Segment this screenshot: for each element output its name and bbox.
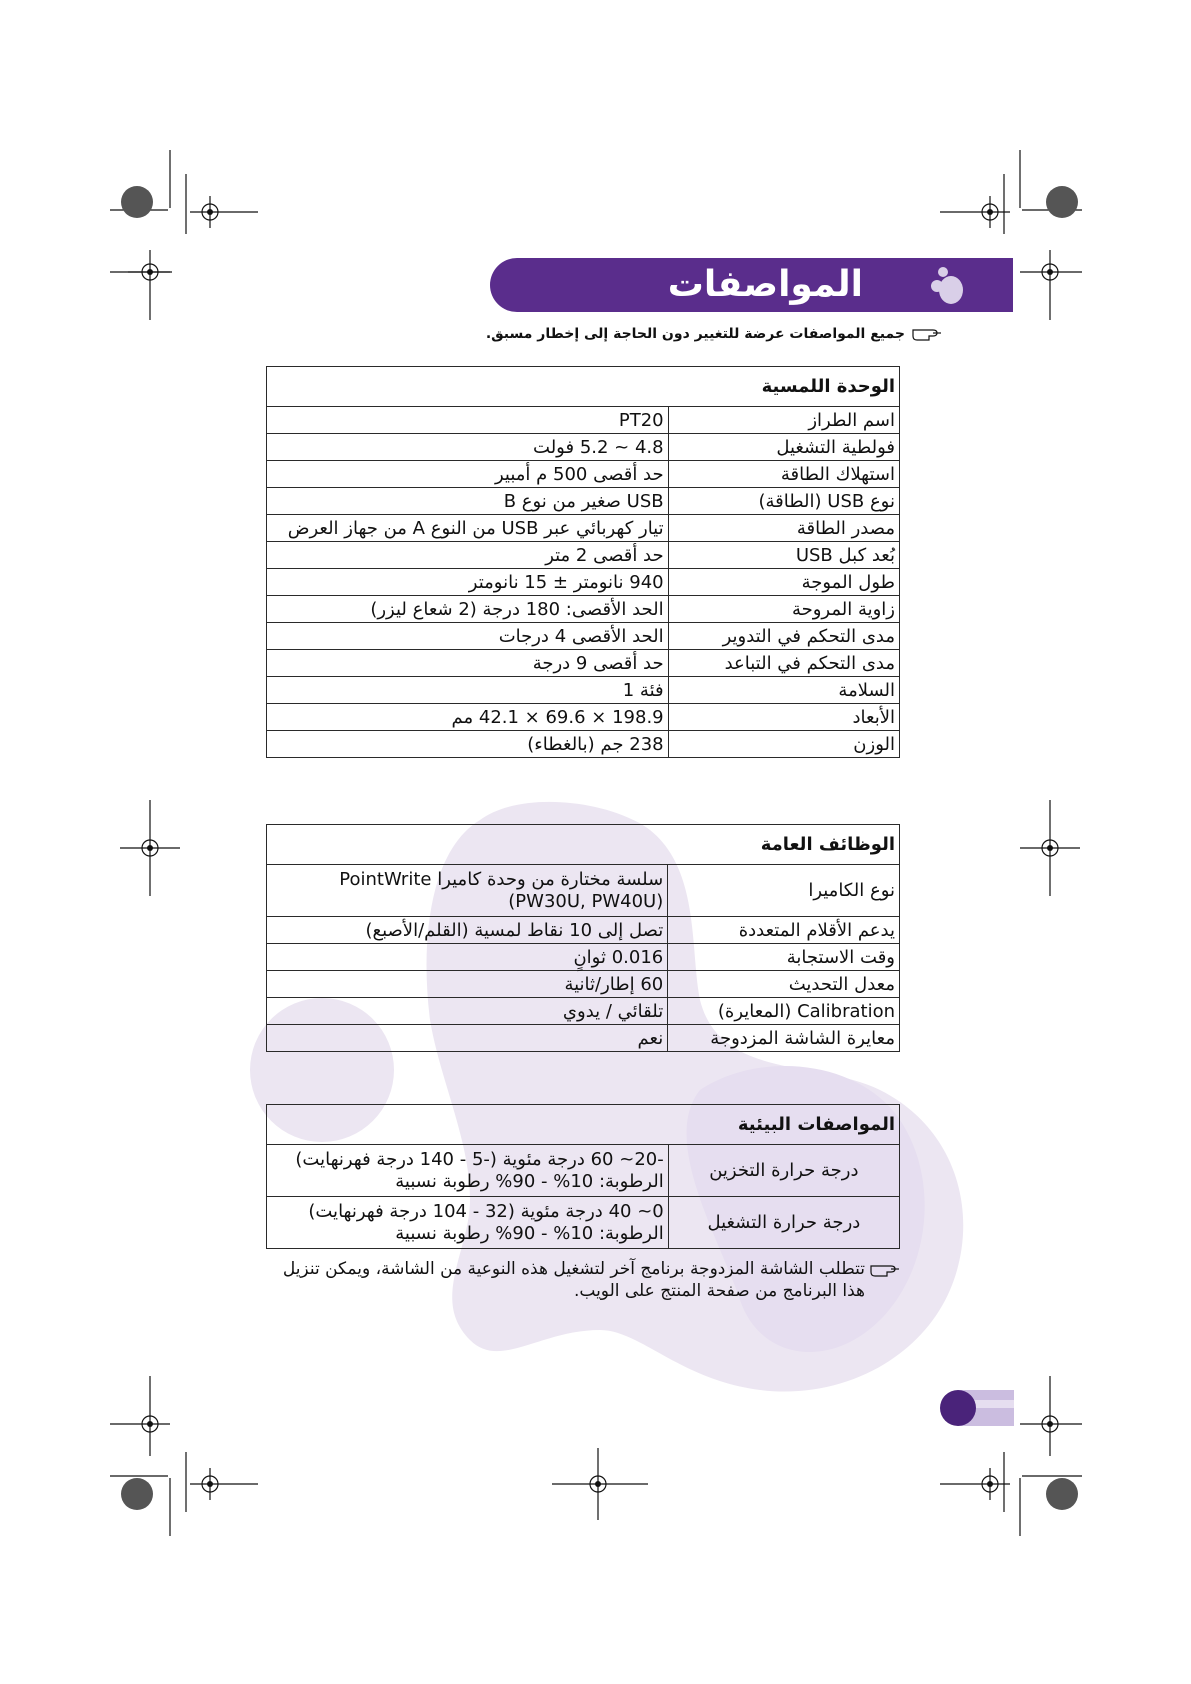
pointing-hand-icon [911,326,943,342]
spec-label: نوع الكاميرا [668,865,900,917]
environmental-heading: المواصفات البيئية [267,1105,900,1145]
table-row [267,998,900,1025]
spec-label: مدى التحكم في التباعد [668,650,899,677]
spec-value: حد أقصى 9 درجة [267,650,669,677]
spec-label: درجة حرارة التشغيل [668,1197,899,1249]
spec-value: 940 نانومتر ± 15 نانومتر [267,569,669,596]
spec-label: معدل التحديث [668,971,900,998]
table-row [267,944,900,971]
spec-value: 238 جم (بالغطاء) [267,731,669,758]
table-row [267,461,900,488]
specs-note [486,326,943,342]
spec-label: معايرة الشاشة المزدوجة [668,1025,900,1052]
table-row [267,1025,900,1052]
spec-label: يدعم الأقلام المتعددة [668,917,900,944]
general-functions-table [266,824,900,1052]
spec-value-line: الرطوبة: 10% - 90% رطوبة نسبية [395,1223,664,1244]
spec-value [267,1145,669,1197]
spec-label: استهلاك الطاقة [668,461,899,488]
spec-value: حد أقصى 2 متر [267,542,669,569]
page-title: المواصفات [667,264,863,305]
table-row [267,865,900,917]
table-row [267,623,900,650]
table-row [267,1197,900,1249]
spec-value: تلقائي / يدوي [267,998,668,1025]
general-functions-heading: الوظائف العامة [267,825,900,865]
table-header-row [267,367,900,407]
page-number-tab [938,1388,1014,1428]
touch-unit-heading: الوحدة اللمسية [267,367,900,407]
spec-value: نعم [267,1025,668,1052]
spec-label: مدى التحكم في التدوير [668,623,899,650]
spec-label: بُعد كبل USB [668,542,899,569]
spec-value-line: الرطوبة: 10% - 90% رطوبة نسبية [395,1171,664,1192]
table-row [267,407,900,434]
spec-label: وقت الاستجابة [668,944,900,971]
spec-value: فئة 1 [267,677,669,704]
spec-value: 198.9 × 69.6 × 42.1 مم [267,704,669,731]
spec-value: تصل إلى 10 نقاط لمسية (القلم/الأصبع) [267,917,668,944]
table-row [267,488,900,515]
header-banner [490,258,1013,312]
specs-note-text: جميع المواصفات عرضة للتغيير دون الحاجة إلى إخطار مسبق. [485,326,905,342]
table-row [267,1145,900,1197]
spec-value: سلسة مختارة من وحدة كاميرا PointWrite (PW30U, PW40U) [267,865,668,917]
table-row [267,677,900,704]
table-header-row [267,1105,900,1145]
spec-value: USB صغير من نوع B [267,488,669,515]
touch-unit-table [266,366,900,758]
table-row [267,731,900,758]
spec-value: الحد الأقصى: 180 درجة (2 شعاع ليزر) [267,596,669,623]
spec-label: طول الموجة [668,569,899,596]
spec-label: نوع USB (الطاقة) [668,488,899,515]
table-row [267,515,900,542]
table-row [267,542,900,569]
dual-screen-footnote [261,1258,901,1302]
table-row [267,434,900,461]
spec-value: PT20 [267,407,669,434]
petal-logo-icon [921,264,967,306]
table-row [267,917,900,944]
spec-label: الأبعاد [668,704,899,731]
table-row [267,971,900,998]
table-row [267,569,900,596]
spec-value: 0.016 ثوانٍ [267,944,668,971]
table-row [267,596,900,623]
spec-value: 4.8 ~ 5.2 فولت [267,434,669,461]
table-row [267,704,900,731]
spec-value: تيار كهربائي عبر USB من النوع A من جهاز العرض [267,515,669,542]
footnote-text: تتطلب الشاشة المزدوجة برنامج آخر لتشغيل هذه النوعية من الشاشة، ويمكن تنزيل هذا البرنامج من صفحة المنتج على الويب. [282,1259,865,1301]
spec-value-line: 0~ 40 درجة مئوية (32 - 104 درجة فهرنهايت) [308,1201,664,1222]
table-row [267,650,900,677]
pointing-hand-icon [869,1262,901,1278]
spec-value: حد أقصى 500 م أمبير [267,461,669,488]
environmental-table [266,1104,900,1249]
spec-label: درجة حرارة التخزين [668,1145,899,1197]
spec-value: 60 إطار/ثانية [267,971,668,998]
spec-label: مصدر الطاقة [668,515,899,542]
spec-label: زاوية المروحة [668,596,899,623]
spec-value: الحد الأقصى 4 درجات [267,623,669,650]
spec-value-line: -20~ 60 درجة مئوية (-5 - 140 درجة فهرنهايت) [295,1149,664,1170]
spec-label: الوزن [668,731,899,758]
spec-label: اسم الطراز [668,407,899,434]
spec-value [267,1197,669,1249]
spec-label: فولطية التشغيل [668,434,899,461]
spec-label: Calibration (المعايرة) [668,998,900,1025]
table-header-row [267,825,900,865]
spec-label: السلامة [668,677,899,704]
